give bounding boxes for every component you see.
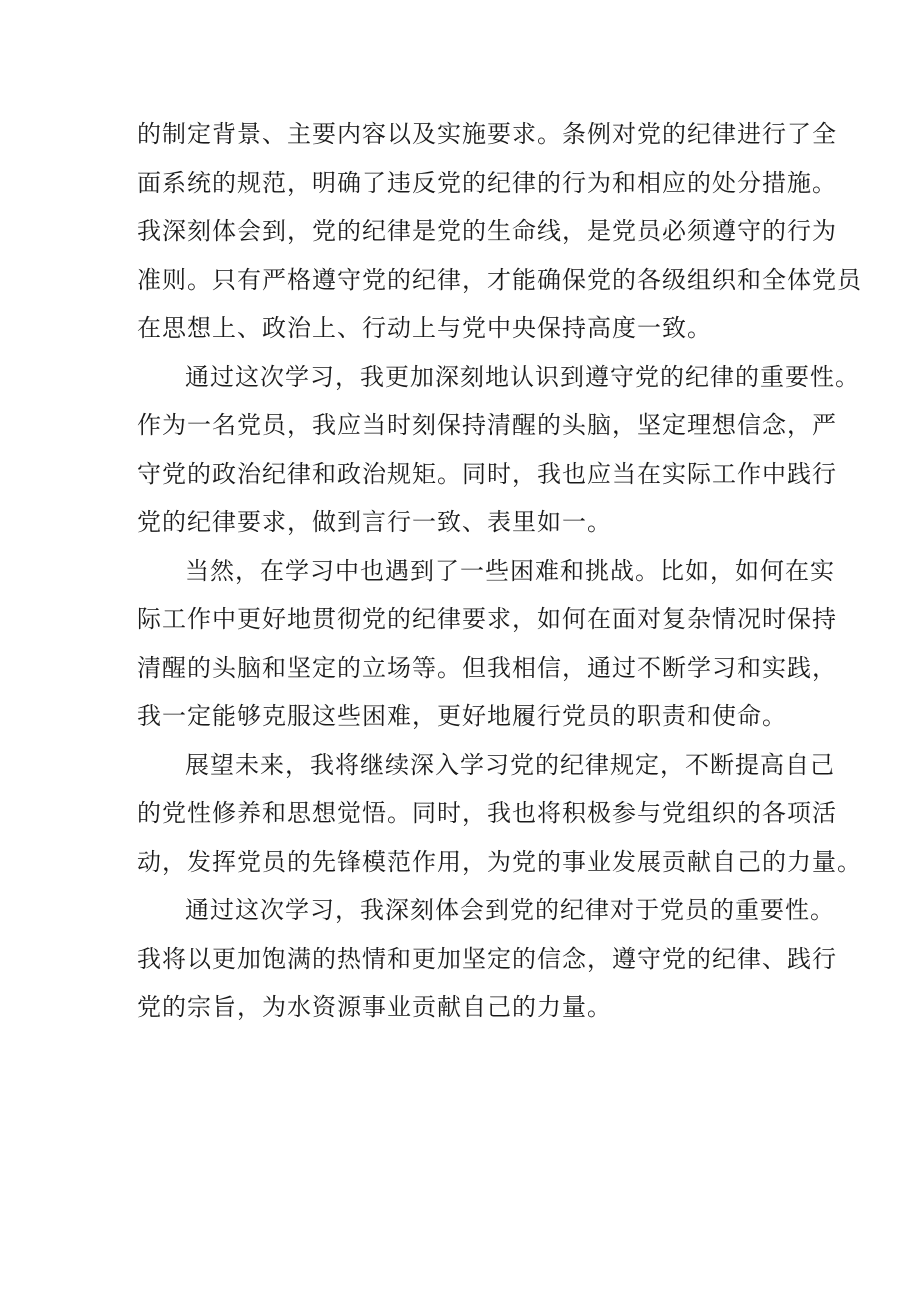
paragraph-line: 在思想上、政治上、行动上与党中央保持高度一致。	[137, 314, 712, 342]
paragraph-1	[137, 110, 862, 353]
paragraph-line: 党的纪律要求，做到言行一致、表里如一。	[137, 508, 612, 536]
paragraph-line: 动，发挥党员的先锋模范作用，为党的事业发展贡献自己的力量。	[137, 847, 862, 876]
paragraph-line: 我一定能够克服这些困难，更好地履行党员的职责和使命。	[137, 702, 787, 730]
paragraph-line: 守党的政治纪律和政治规矩。同时，我也应当在实际工作中践行	[137, 459, 837, 488]
paragraph-line: 的党性修养和思想觉悟。同时，我也将积极参与党组织的各项活	[137, 799, 837, 827]
paragraph-line: 作为一名党员，我应当时刻保持清醒的头脑，坚定理想信念，严	[137, 411, 837, 439]
paragraph-line: 通过这次学习，我更加深刻地认识到遵守党的纪律的重要性。	[185, 362, 860, 391]
paragraph-line: 清醒的头脑和坚定的立场等。但我相信，通过不断学习和实践，	[137, 653, 837, 682]
paragraph-line: 面系统的规范，明确了违反党的纪律的行为和相应的处分措施。	[137, 168, 837, 197]
paragraph-line: 际工作中更好地贯彻党的纪律要求，如何在面对复杂情况时保持	[137, 605, 837, 633]
paragraph-line: 展望未来，我将继续深入学习党的纪律规定，不断提高自己	[185, 750, 835, 779]
document-body	[137, 110, 862, 1032]
paragraph-5	[137, 886, 837, 1032]
paragraph-line: 通过这次学习，我深刻体会到党的纪律对于党员的重要性。	[185, 896, 835, 924]
paragraph-line: 的制定背景、主要内容以及实施要求。条例对党的纪律进行了全	[137, 120, 837, 148]
paragraph-line: 我将以更加饱满的热情和更加坚定的信念，遵守党的纪律、践行	[137, 944, 837, 973]
paragraph-line: 准则。只有严格遵守党的纪律，才能确保党的各级组织和全体党员	[137, 265, 862, 294]
paragraph-2	[137, 353, 860, 547]
paragraph-4	[137, 741, 862, 887]
paragraph-line: 我深刻体会到，党的纪律是党的生命线，是党员必须遵守的行为	[137, 217, 837, 245]
paragraph-line: 当然，在学习中也遇到了一些困难和挑战。比如，如何在实	[185, 556, 835, 585]
paragraph-line: 党的宗旨，为水资源事业贡献自己的力量。	[137, 993, 612, 1021]
paragraph-3	[137, 547, 837, 741]
